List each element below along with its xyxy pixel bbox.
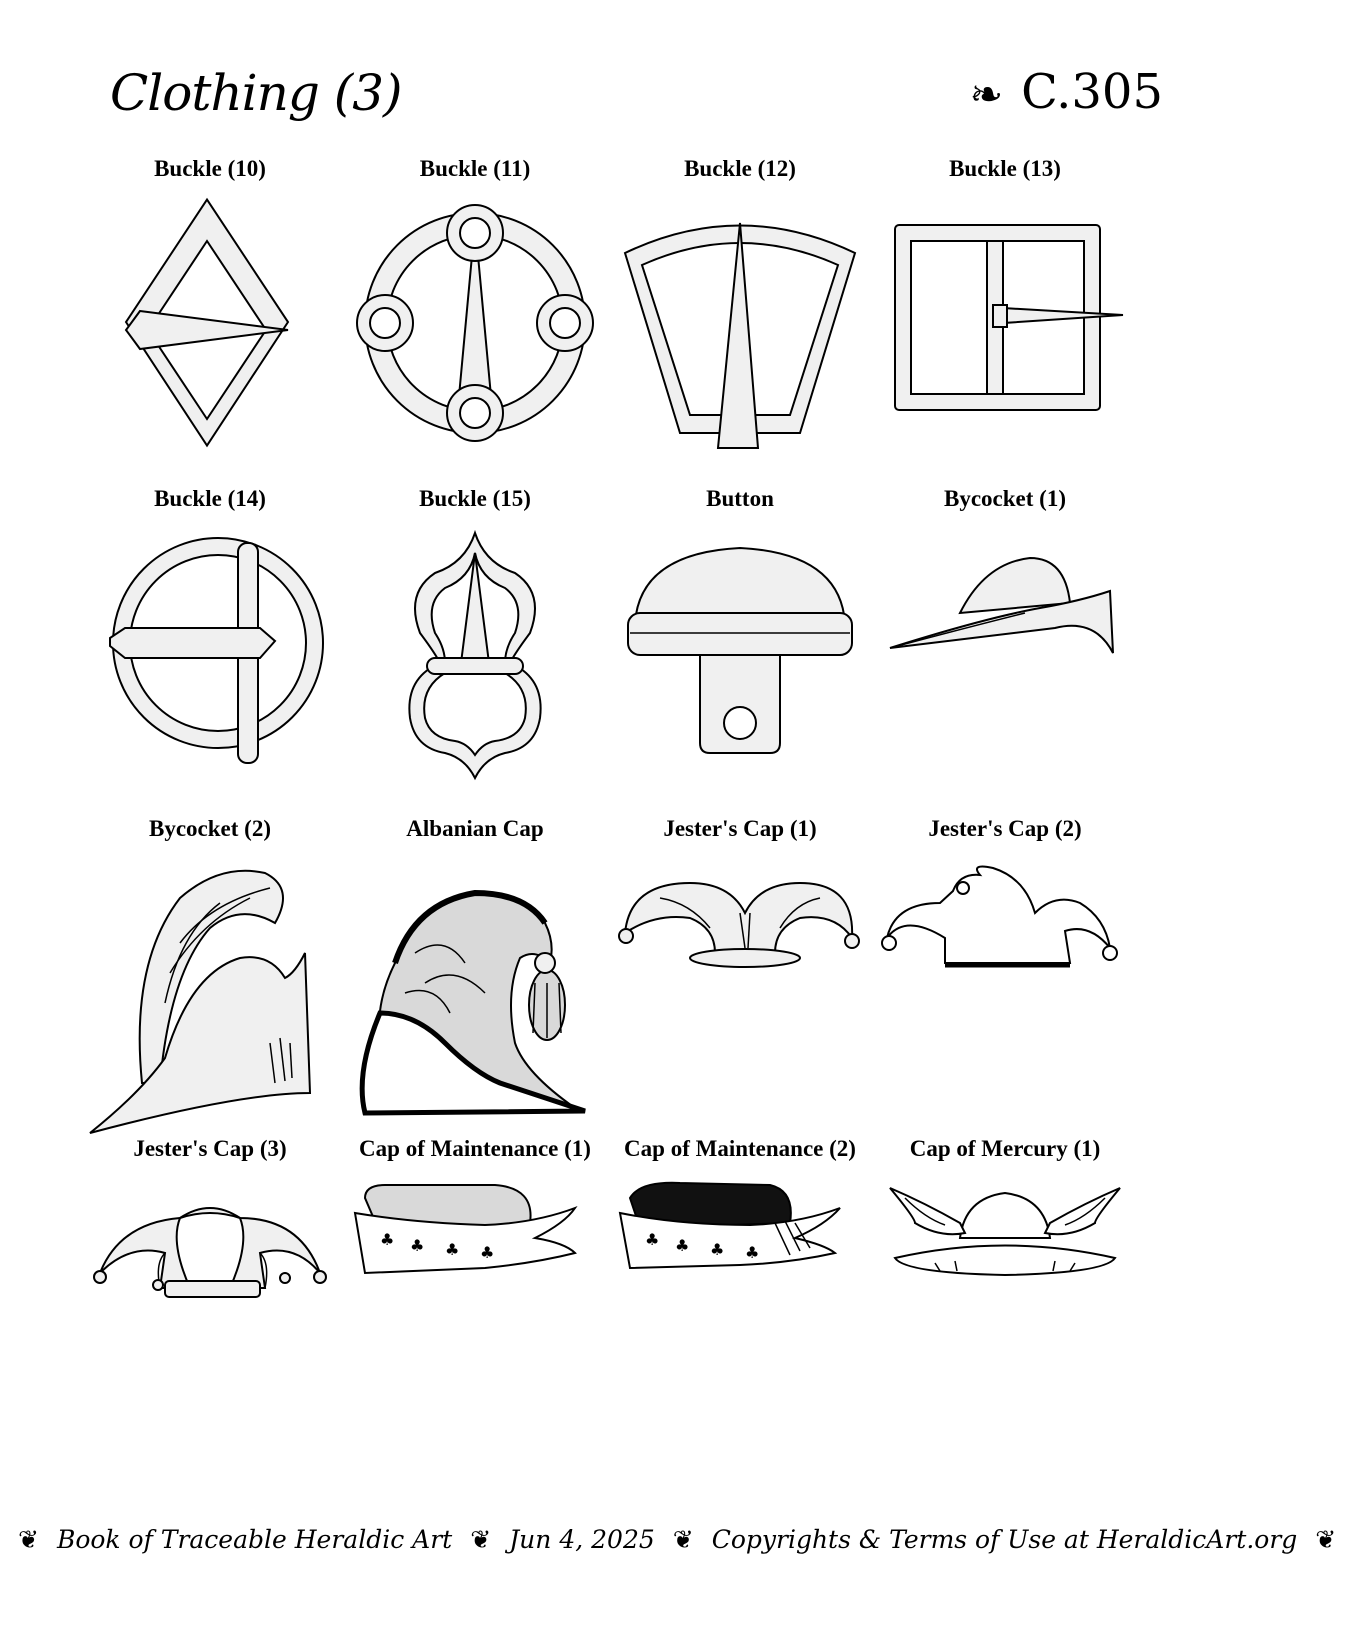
grid-item[interactable]	[865, 155, 1145, 453]
buckle-14-icon	[70, 513, 350, 783]
buckle-10-icon	[70, 183, 350, 453]
item-label: Buckle (10)	[154, 156, 266, 181]
hedera-icon: ❦	[672, 1525, 694, 1554]
grid-item[interactable]	[600, 155, 880, 453]
buckle-11-icon	[335, 183, 615, 453]
page-code	[970, 64, 1163, 120]
grid-item[interactable]	[70, 1135, 350, 1333]
jesters-cap-3-icon	[70, 1163, 350, 1333]
fleuron-icon: ❧	[969, 72, 1004, 118]
page-title: Clothing (3)	[110, 64, 402, 122]
bycocket-2-icon	[70, 843, 360, 1133]
grid-item[interactable]	[865, 1135, 1145, 1313]
item-label: Button	[706, 486, 774, 511]
ermine-spot-icon: ♣	[480, 1243, 495, 1262]
item-label: Albanian Cap	[406, 816, 544, 841]
ermine-spot-icon: ♣	[445, 1240, 460, 1259]
hedera-icon: ❦	[470, 1525, 492, 1554]
grid-item[interactable]	[70, 155, 350, 453]
grid-item[interactable]	[70, 815, 350, 1133]
ermine-spot-icon: ♣	[380, 1230, 395, 1249]
item-label: Jester's Cap (3)	[133, 1136, 287, 1161]
item-label: Buckle (15)	[419, 486, 531, 511]
grid-item[interactable]	[70, 485, 350, 783]
buckle-15-icon	[335, 513, 615, 783]
footer-book-title: Book of Traceable Heraldic Art	[56, 1525, 453, 1554]
grid-item[interactable]	[335, 1135, 615, 1313]
grid-item[interactable]	[600, 815, 880, 1023]
buckle-12-icon	[600, 183, 880, 453]
grid-item[interactable]	[335, 155, 615, 453]
ermine-spot-icon: ♣	[410, 1236, 425, 1255]
footer	[0, 1525, 1337, 1554]
grid-item[interactable]	[335, 815, 615, 1133]
hedera-icon: ❦	[18, 1525, 39, 1554]
ermine-spot-icon: ♣	[645, 1230, 660, 1249]
item-label: Bycocket (1)	[944, 486, 1066, 511]
jesters-cap-1-icon	[600, 843, 890, 1023]
hedera-icon: ❦	[1315, 1525, 1337, 1554]
bycocket-1-icon	[865, 513, 1145, 783]
cap-of-mercury-1-icon	[865, 1163, 1145, 1313]
buckle-13-icon	[865, 183, 1145, 453]
grid-item[interactable]	[600, 485, 880, 783]
item-label: Buckle (13)	[949, 156, 1061, 181]
grid-item[interactable]	[865, 485, 1145, 783]
item-label: Jester's Cap (2)	[928, 816, 1082, 841]
page-code-text: C.305	[1021, 64, 1163, 120]
grid-item[interactable]	[600, 1135, 880, 1313]
ermine-spot-icon: ♣	[710, 1240, 725, 1259]
footer-date: Jun 4, 2025	[509, 1525, 655, 1554]
grid-item[interactable]	[335, 485, 615, 783]
grid-item[interactable]	[865, 815, 1145, 1023]
item-label: Cap of Maintenance (1)	[359, 1136, 591, 1161]
item-label: Buckle (14)	[154, 486, 266, 511]
ermine-spot-icon: ♣	[745, 1243, 760, 1262]
jesters-cap-2-icon	[865, 843, 1155, 1023]
button-icon	[600, 513, 880, 783]
item-label: Buckle (11)	[419, 156, 531, 181]
item-label: Cap of Mercury (1)	[909, 1136, 1101, 1161]
item-label: Jester's Cap (1)	[663, 816, 817, 841]
cap-of-maintenance-1-icon	[335, 1163, 615, 1313]
item-label: Cap of Maintenance (2)	[624, 1136, 856, 1161]
ermine-spot-icon: ♣	[675, 1236, 690, 1255]
cap-of-maintenance-2-icon	[600, 1163, 880, 1313]
albanian-cap-icon	[335, 843, 625, 1133]
footer-rights-link[interactable]: Copyrights & Terms of Use at HeraldicArt.org	[711, 1525, 1298, 1554]
item-label: Bycocket (2)	[149, 816, 271, 841]
item-label: Buckle (12)	[684, 156, 796, 181]
